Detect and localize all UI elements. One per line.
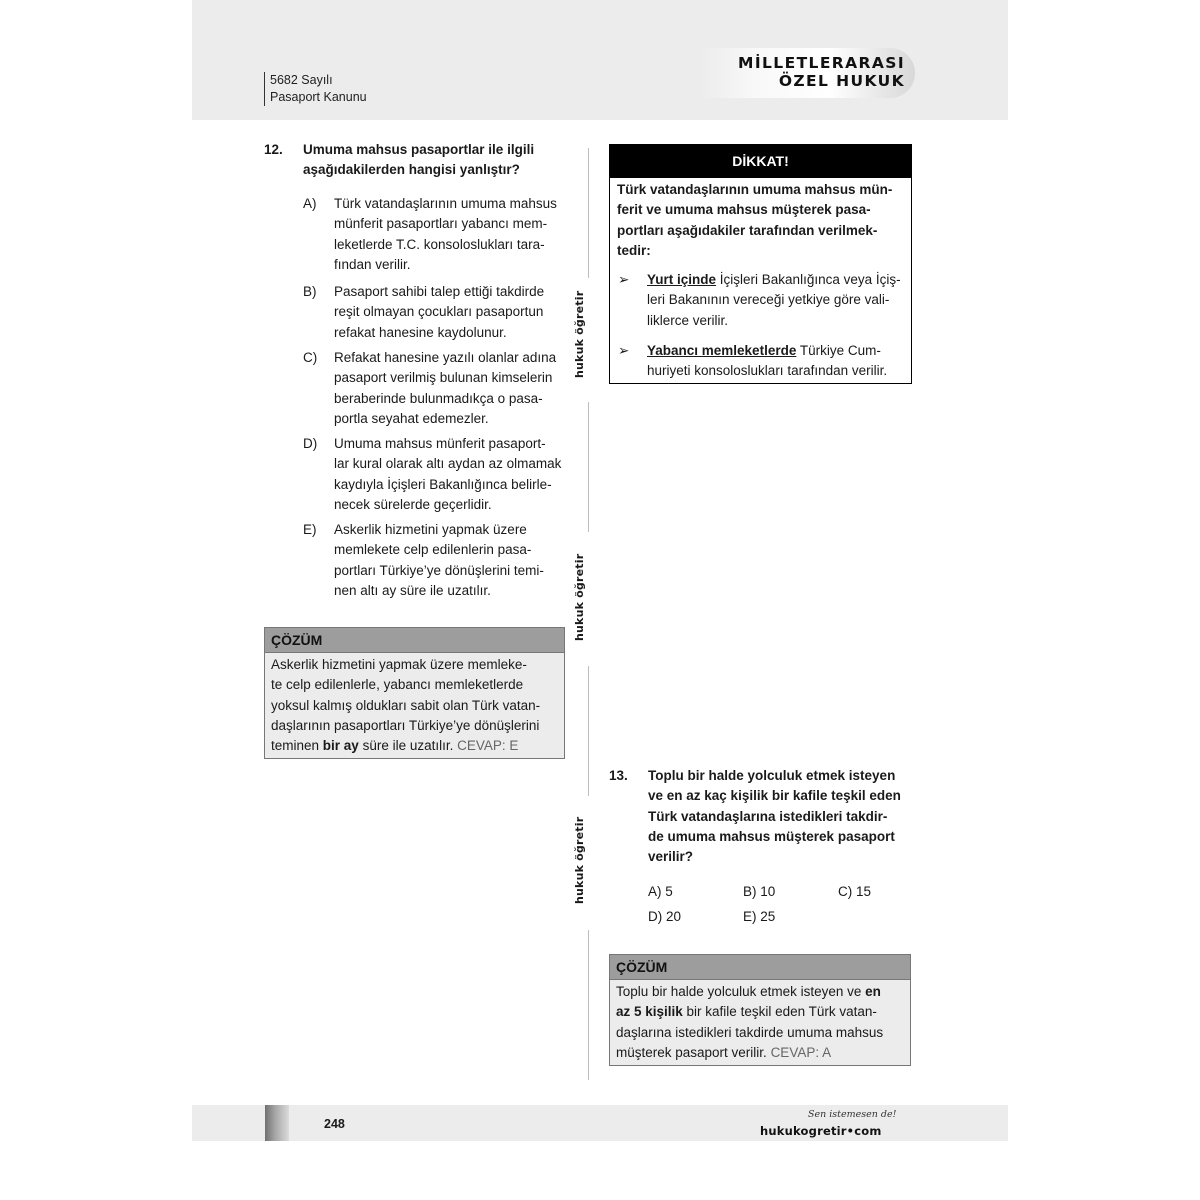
- option-line: Refakat hanesine yazılı olanlar adına: [334, 350, 557, 365]
- solution-emphasis: bir ay: [322, 738, 359, 754]
- bullet-heading: Yabancı memleketlerde: [647, 343, 797, 359]
- solution-text-run: teminen: [271, 738, 323, 754]
- option-line: münferit pasaportları yabancı mem-: [334, 216, 548, 232]
- answer-key: CEVAP: E: [457, 738, 519, 754]
- column-divider: [588, 666, 589, 796]
- option-line: pasaport verilmiş bulunan kimselerin: [334, 370, 553, 386]
- solution-emphasis: az 5 kişilik: [616, 1004, 683, 1020]
- option-letter: B): [303, 284, 317, 299]
- question-line: verilir?: [648, 849, 694, 865]
- footer-gradient-bar: [265, 1105, 289, 1141]
- question-line: Umuma mahsus pasaportlar ile ilgili: [303, 142, 535, 157]
- solution-line: [616, 982, 904, 1002]
- column-divider: [588, 148, 589, 278]
- side-watermark: hukuk öğretir: [573, 816, 586, 904]
- option-letter: D): [303, 436, 318, 451]
- attention-title: DİKKAT!: [610, 145, 911, 178]
- page-number: 248: [324, 1117, 345, 1131]
- solution-line: [616, 1002, 904, 1022]
- answer-key: CEVAP: A: [770, 1044, 832, 1060]
- question-line: Toplu bir halde yolculuk etmek isteyen: [648, 768, 896, 783]
- bullet-line: [647, 270, 905, 290]
- answer-option-b: B) 10: [743, 884, 776, 899]
- attention-line: Türk vatandaşlarının umuma mahsus mün-: [617, 182, 893, 197]
- question-text: [303, 140, 566, 181]
- bullet-line: [647, 341, 905, 361]
- attention-box: [609, 144, 912, 384]
- law-title: [264, 72, 367, 106]
- attention-line: portları aşağıdakiler tarafından verilmek-: [617, 222, 878, 238]
- answer-option-c: C) 15: [838, 884, 872, 899]
- question-number: 12.: [264, 142, 283, 157]
- arrow-bullet-icon: ➢: [618, 343, 630, 359]
- solution-text: [265, 653, 564, 758]
- column-divider: [588, 402, 589, 532]
- option-line: nen altı ay süre ile uzatılır.: [334, 582, 491, 598]
- option-letter: C): [303, 350, 318, 365]
- answer-option-e: E) 25: [743, 909, 776, 924]
- option-line: memlekete celp edilenlerin pasa-: [334, 542, 532, 558]
- option-line: leketlerde T.C. konsoloslukları tara-: [334, 236, 545, 252]
- solution-box: [609, 954, 911, 1066]
- option-line: Türk vatandaşlarının umuma mahsus: [334, 196, 557, 211]
- book-title-line1: MİLLETLERARASI: [738, 54, 905, 72]
- answer-option-a: A) 5: [648, 884, 673, 899]
- bullet-line: huriyeti konsoloslukları tarafından verilir.: [647, 363, 888, 379]
- option-line: kaydıyla İçişleri Bakanlığınca belirle-: [334, 476, 552, 492]
- solution-line: daşlarının pasaportları Türkiye’ye dönüşlerini: [271, 717, 540, 733]
- option-text: [334, 520, 566, 601]
- attention-bullet: [610, 270, 911, 331]
- bullet-text: Türkiye Cum-: [796, 343, 881, 359]
- bullet-line: leri Bakanının vereceği yetkiye göre vali-: [647, 292, 890, 308]
- bullet-text: İçişleri Bakanlığınca veya İçiş-: [716, 272, 901, 288]
- option-letter: E): [303, 522, 317, 537]
- attention-line: tedir:: [617, 242, 651, 258]
- option-text: [334, 282, 566, 343]
- option-letter: A): [303, 196, 317, 211]
- question-text: [648, 766, 912, 867]
- solution-line: daşlarına istedikleri takdirde umuma mahsus: [616, 1024, 884, 1040]
- bullet-heading: Yurt içinde: [647, 272, 717, 288]
- bullet-line: liklerce verilir.: [647, 312, 729, 328]
- solution-line: [271, 736, 558, 756]
- footer-website: hukukogretir•com: [760, 1124, 882, 1138]
- solution-line: [616, 1043, 904, 1063]
- attention-bullet: [610, 341, 911, 382]
- solution-text-run: bir kafile teşkil eden Türk vatan-: [682, 1004, 877, 1020]
- option-text: [334, 194, 566, 275]
- side-watermark: hukuk öğretir: [573, 553, 586, 641]
- attention-line: ferit ve umuma mahsus müşterek pasa-: [617, 202, 871, 218]
- solution-text-run: Toplu bir halde yolculuk etmek isteyen ve: [616, 984, 866, 999]
- option-line: portları Türkiye’ye dönüşlerini temi-: [334, 562, 544, 578]
- option-line: lar kural olarak altı aydan az olmamak: [334, 456, 562, 472]
- solution-emphasis: en: [865, 984, 881, 999]
- answer-option-d: D) 20: [648, 909, 682, 924]
- solution-line: yoksul kalmış oldukları sabit olan Türk vatan-: [271, 697, 541, 713]
- question-line: aşağıdakilerden hangisi yanlıştır?: [303, 162, 520, 178]
- side-watermark: hukuk öğretir: [573, 290, 586, 378]
- option-text: [334, 348, 566, 429]
- solution-box: [264, 627, 565, 759]
- solution-line: te celp edilenlerle, yabancı memleketlerde: [271, 677, 524, 693]
- option-line: fından verilir.: [334, 256, 411, 272]
- question-line: de umuma mahsus müşterek pasaport: [648, 828, 895, 844]
- law-number: 5682 Sayılı: [270, 73, 333, 87]
- footer-slogan: Sen istemesen de!: [808, 1109, 897, 1120]
- solution-line: Askerlik hizmetini yapmak üzere memleke-: [271, 657, 527, 672]
- book-title-line2: ÖZEL HUKUK: [778, 72, 905, 90]
- solution-title: ÇÖZÜM: [610, 955, 910, 980]
- option-line: beraberinde bulunmadıkça o pasa-: [334, 390, 543, 406]
- option-text: [334, 434, 566, 515]
- option-line: Askerlik hizmetini yapmak üzere: [334, 522, 527, 537]
- question-line: Türk vatandaşlarına istedikleri takdir-: [648, 808, 888, 824]
- option-line: refakat hanesine kaydolunur.: [334, 324, 507, 340]
- law-name: Pasaport Kanunu: [270, 90, 367, 104]
- brand-badge: [700, 48, 915, 98]
- option-line: necek sürelerde geçerlidir.: [334, 496, 492, 512]
- question-line: ve en az kaç kişilik bir kafile teşkil eden: [648, 788, 901, 804]
- solution-text-run: süre ile uzatılır.: [358, 738, 458, 754]
- solution-text: [610, 980, 910, 1065]
- option-line: reşit olmayan çocukları pasaportun: [334, 304, 544, 320]
- solution-text-run: müşterek pasaport verilir.: [616, 1044, 771, 1060]
- arrow-bullet-icon: ➢: [618, 272, 630, 288]
- option-line: Umuma mahsus münferit pasaport-: [334, 436, 546, 451]
- book-title: [738, 54, 905, 90]
- solution-title: ÇÖZÜM: [265, 628, 564, 653]
- attention-intro: [610, 178, 911, 261]
- option-line: Pasaport sahibi talep ettiği takdirde: [334, 284, 545, 299]
- column-divider: [588, 930, 589, 1080]
- option-line: portla seyahat edemezler.: [334, 410, 489, 426]
- question-number: 13.: [609, 768, 628, 783]
